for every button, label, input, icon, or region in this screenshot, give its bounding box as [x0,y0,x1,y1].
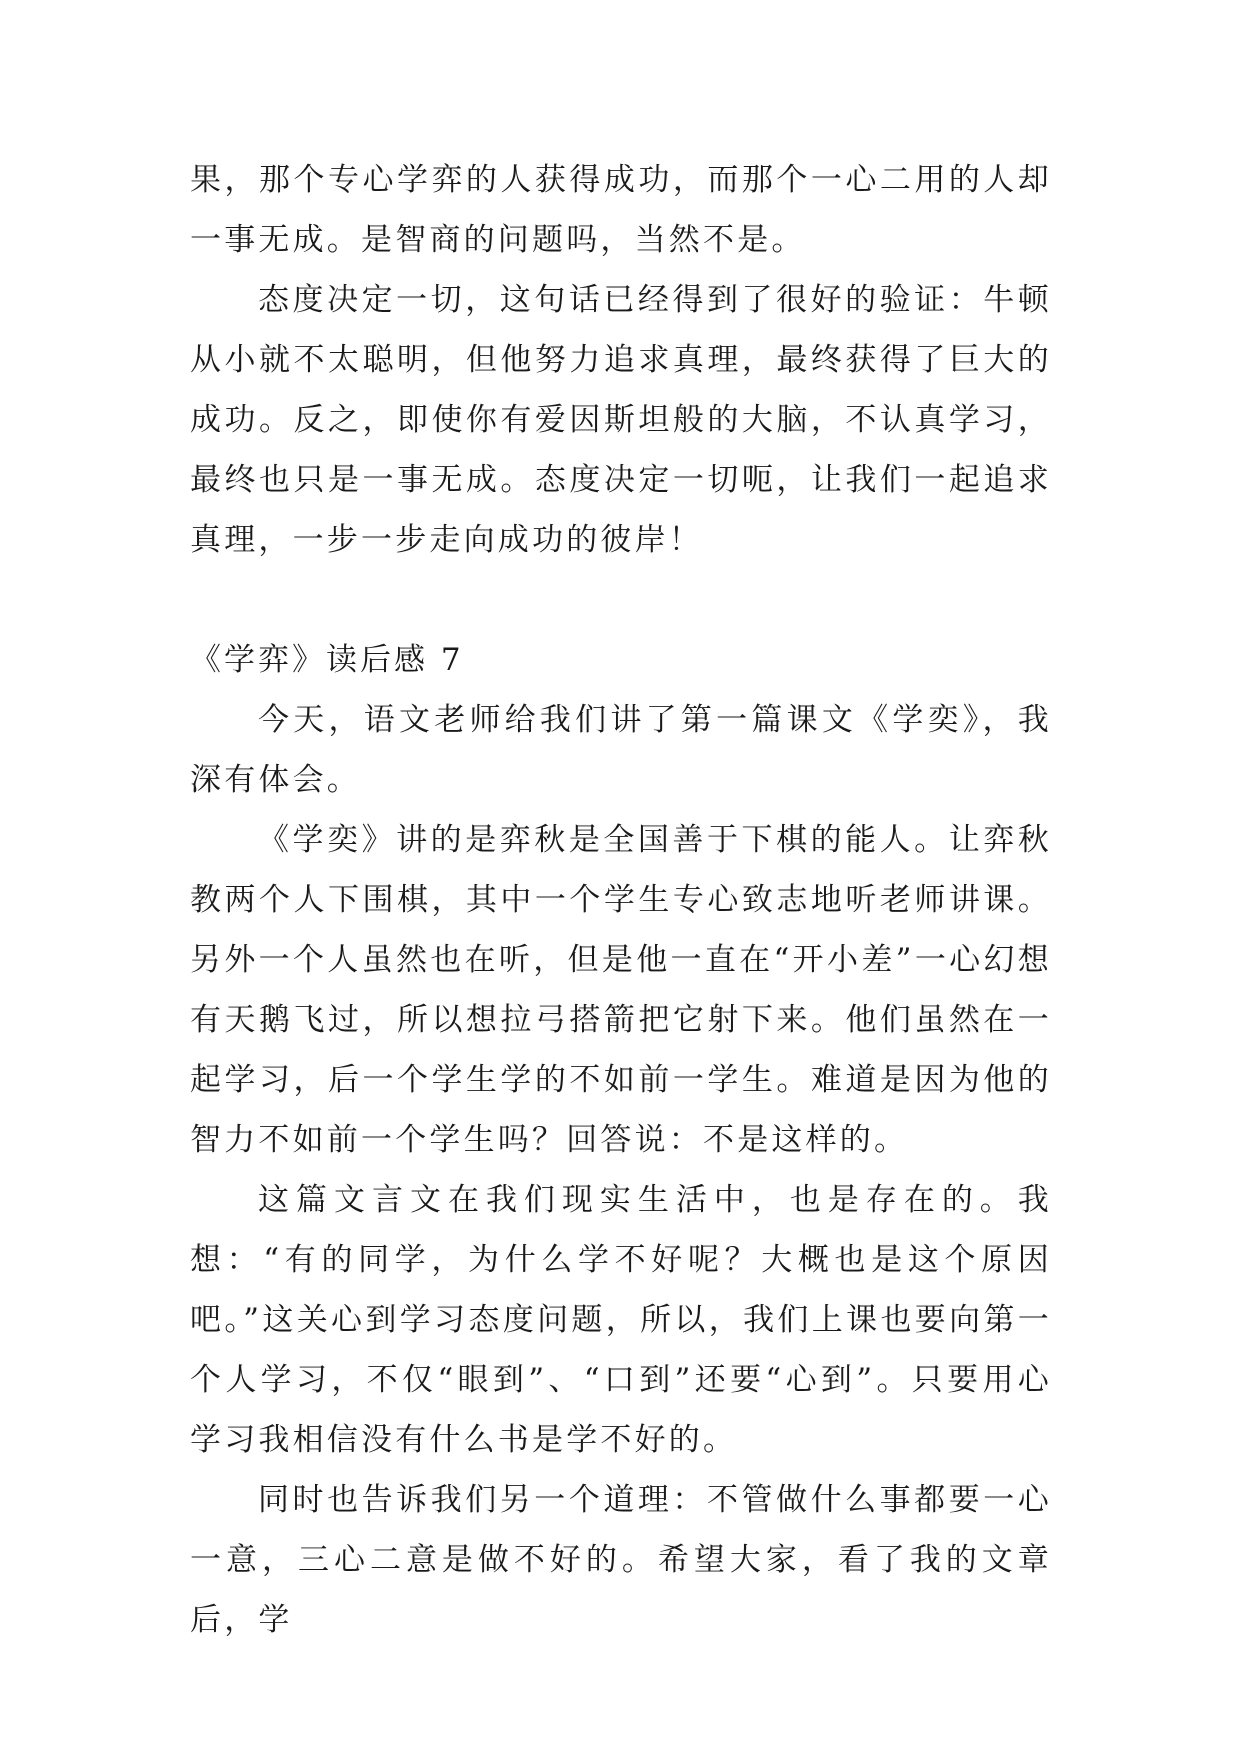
paragraph: 同时也告诉我们另一个道理：不管做什么事都要一心一意，三心二意是做不好的。希望大家，看了我的文章后，学 [190,1482,1052,1638]
document-body [190,150,1052,1650]
section-title: 《学弈》读后感 7 [190,642,464,678]
paragraph: 这篇文言文在我们现实生活中，也是存在的。我想：“有的同学，为什么学不好呢？大概也是这个原因吧。”这关心到学习态度问题，所以，我们上课也要向第一个人学习，不仅“眼到”、“口到”还要“心到”。只要用心学习我相信没有什么书是学不好的。 [190,1182,1052,1458]
paragraph: 今天，语文老师给我们讲了第一篇课文《学奕》，我深有体会。 [190,702,1052,798]
paragraph: 《学奕》讲的是弈秋是全国善于下棋的能人。让弈秋教两个人下围棋，其中一个学生专心致志地听老师讲课。另外一个人虽然也在听，但是他一直在“开小差”一心幻想有天鹅飞过，所以想拉弓搭箭把它射下来。他们虽然在一起学习，后一个学生学的不如前一学生。难道是因为他的智力不如前一个学生吗？回答说：不是这样的。 [190,822,1052,1158]
paragraph-continued: 果，那个专心学弈的人获得成功，而那个一心二用的人却一事无成。是智商的问题吗，当然不是。 [190,162,1052,258]
paragraph: 态度决定一切，这句话已经得到了很好的验证：牛顿从小就不太聪明，但他努力追求真理，最终获得了巨大的成功。反之，即使你有爱因斯坦般的大脑，不认真学习，最终也只是一事无成。态度决定一切呃，让我们一起追求真理，一步一步走向成功的彼岸！ [190,282,1052,558]
